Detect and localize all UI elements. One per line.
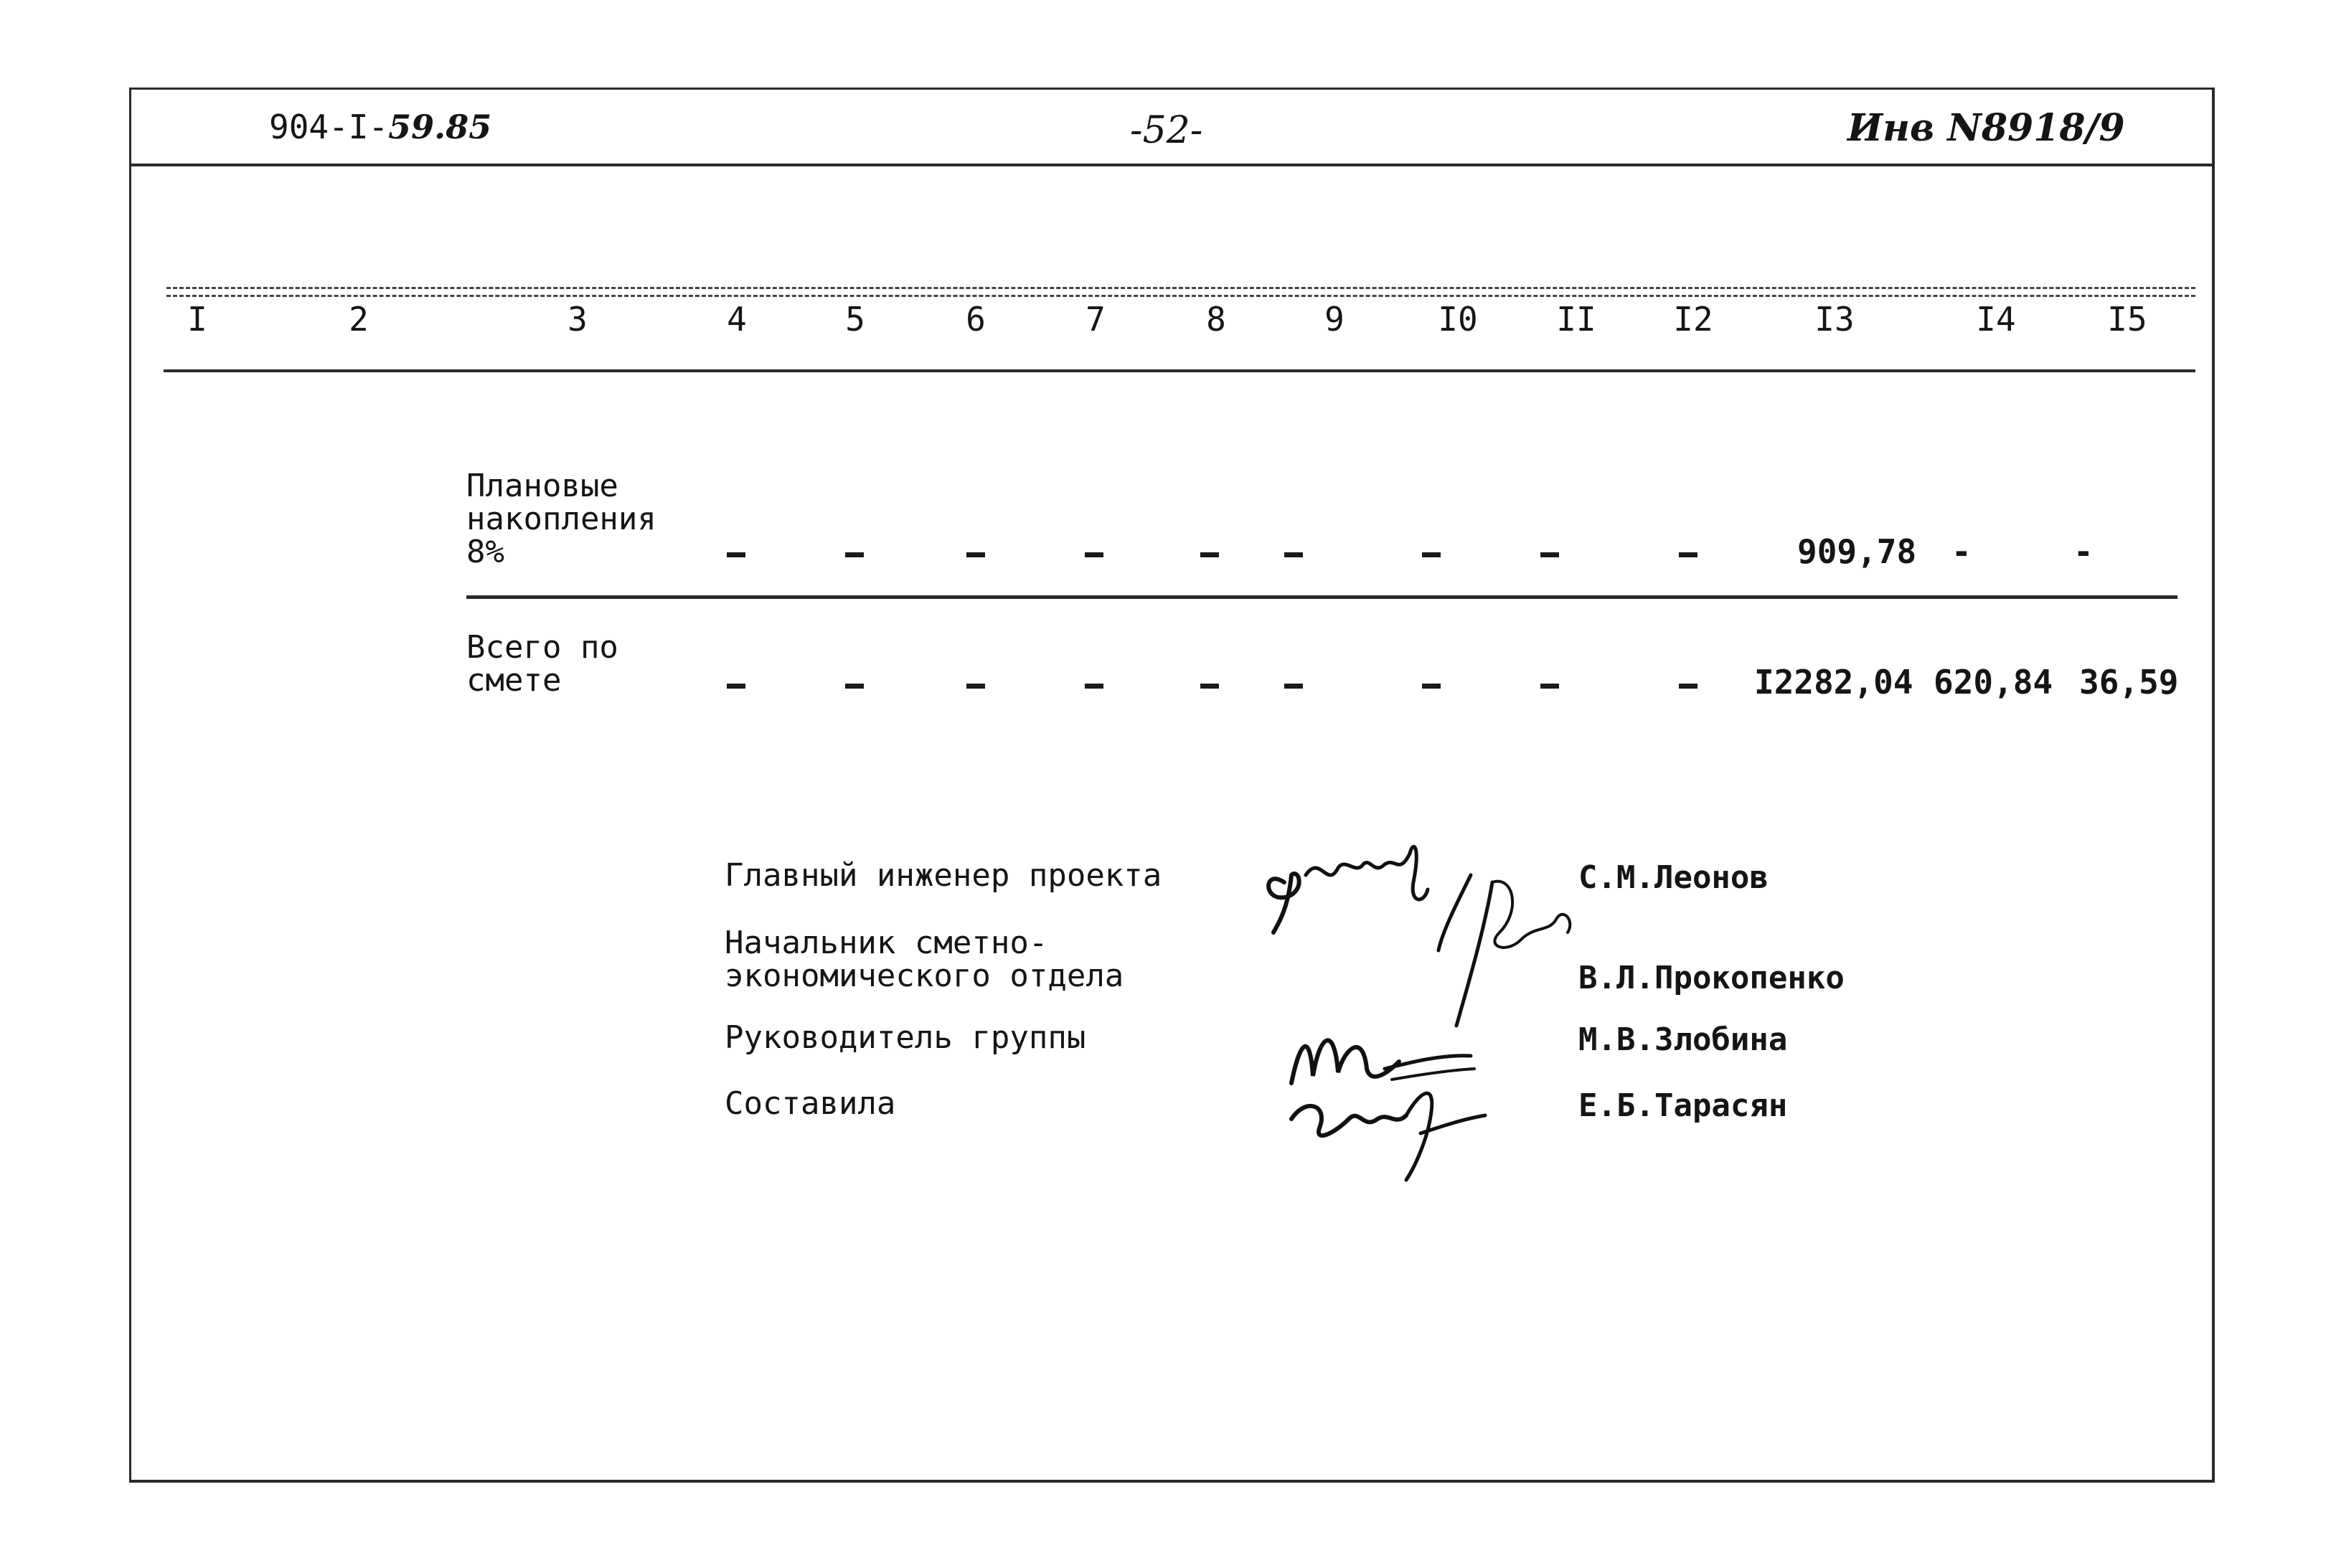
- sig-name-leonov: С.М.Леонов: [1578, 859, 1769, 896]
- col-header-4: 4: [727, 300, 747, 339]
- total-separator-rule: [466, 595, 2177, 599]
- sig-role-dept-head: Начальник сметно- экономического отдела: [725, 925, 1124, 994]
- sig-role-group-lead: Руководитель группы: [725, 1019, 1086, 1056]
- col-header-2: 2: [349, 300, 369, 339]
- inventory-number: Инв N8918/9: [1847, 106, 2125, 150]
- row-label-planned-savings: Плановые накопления 8%: [466, 468, 656, 570]
- row1-dash-col11: [1540, 552, 1559, 557]
- col-header-6: 6: [966, 300, 986, 339]
- col-header-3: 3: [568, 300, 588, 339]
- row1-dash-col9: [1284, 552, 1303, 557]
- row1-dash-col7: [1085, 552, 1103, 557]
- col-header-8: 8: [1206, 300, 1226, 339]
- sig-name-prokopenko: В.Л.Прокопенко: [1578, 960, 1845, 996]
- sig-role-compiler: Составила: [725, 1085, 896, 1122]
- row2-col14-value: 620,84: [1934, 663, 2053, 702]
- sig-name-tarasyan: Е.Б.Тарасян: [1578, 1087, 1788, 1124]
- col-header-7: 7: [1086, 300, 1106, 339]
- row1-dash-col8: [1200, 552, 1219, 557]
- col-header-13: I3: [1814, 300, 1855, 339]
- row2-col13-value: I2282,04: [1754, 663, 1913, 702]
- sig-role-chief-engineer: Главный инженер проекта: [725, 857, 1162, 894]
- row2-dash-col4: [727, 684, 745, 689]
- col-header-1: I: [187, 300, 207, 339]
- signature-tarasyan: [1277, 1076, 1507, 1184]
- col-header-11: II: [1556, 300, 1596, 339]
- row2-dash-col8: [1200, 684, 1219, 689]
- doc-code: [269, 108, 491, 146]
- row1-dash-col10: [1422, 552, 1441, 557]
- row1-col14-value: -: [1951, 532, 1972, 571]
- row2-dash-col10: [1422, 684, 1441, 689]
- row1-dash-col6: [966, 552, 985, 557]
- row2-dash-col7: [1085, 684, 1103, 689]
- row1-dash-col5: [845, 552, 864, 557]
- row-label-estimate-total: Всего по смете: [466, 629, 618, 699]
- col-header-15: I5: [2107, 300, 2147, 339]
- col-header-14: I4: [1976, 300, 2016, 339]
- column-header-rule: [164, 369, 2195, 372]
- doc-code-handwritten: 59.85: [388, 108, 492, 146]
- row2-dash-col9: [1284, 684, 1303, 689]
- col-header-9: 9: [1324, 300, 1345, 339]
- col-header-5: 5: [845, 300, 865, 339]
- doc-code-prefix: 904-I-: [269, 108, 389, 146]
- col-header-10: I0: [1438, 300, 1478, 339]
- row2-dash-col5: [845, 684, 864, 689]
- row1-dash-col12: [1679, 552, 1697, 557]
- row2-dash-col12: [1679, 684, 1697, 689]
- column-header-dashes: [166, 287, 2195, 297]
- row2-col15-value: 36,59: [2079, 663, 2179, 702]
- row1-col13-value: 909,78: [1797, 532, 1917, 571]
- page-number: -52-: [1130, 109, 1203, 152]
- col-header-12: I2: [1673, 300, 1713, 339]
- row2-dash-col11: [1540, 684, 1559, 689]
- row1-dash-col4: [727, 552, 745, 557]
- header-rule: [129, 164, 2214, 166]
- row2-dash-col6: [966, 684, 985, 689]
- sig-name-zlobina: М.В.Злобина: [1578, 1021, 1788, 1058]
- row1-col15-value: -: [2073, 532, 2094, 571]
